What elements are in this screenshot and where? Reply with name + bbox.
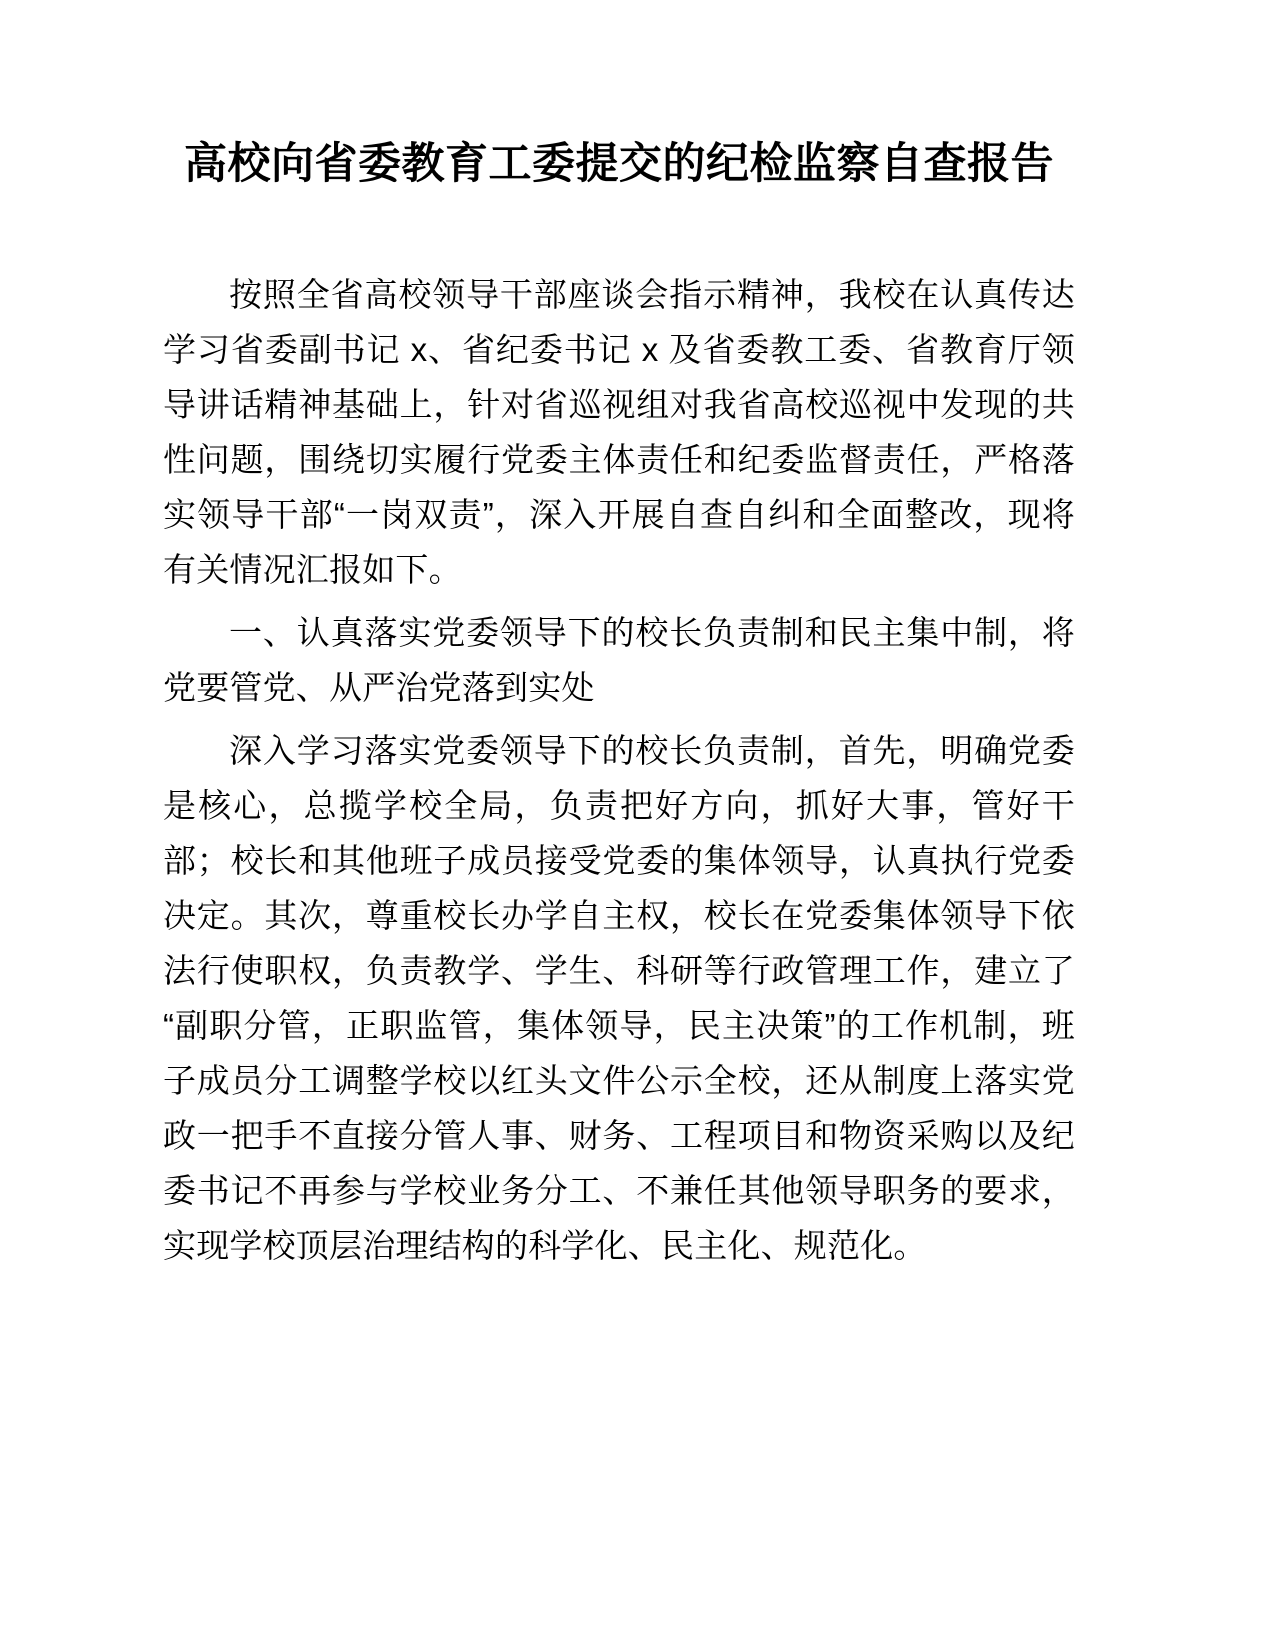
document-body — [163, 267, 1075, 1273]
paragraph-section-one-body: 深入学习落实党委领导下的校长负责制，首先，明确党委是核心，总揽学校全局，负责把好方向，抓好大事，管好干部；校长和其他班子成员接受党委的集体领导，认真执行党委决定。其次，尊重校长办学自主权，校长在党委集体领导下依法行使职权，负责教学、学生、科研等行政管理工作，建立了“副职分管，正职监管，集体领导，民主决策”的工作机制，班子成员分工调整学校以红头文件公示全校，还从制度上落实党政一把手不直接分管人事、财务、工程项目和物资采购以及纪委书记不再参与学校业务分工、不兼任其他领导职务的要求，实现学校顶层治理结构的科学化、民主化、规范化。 — [163, 731, 1075, 1264]
paragraph-intro: 按照全省高校领导干部座谈会指示精神，我校在认真传达学习省委副书记 x、省纪委书记 x 及省委教工委、省教育厅领导讲话精神基础上，针对省巡视组对我省高校巡视中发现的共性问题，围绕切实履行党委主体责任和纪委监督责任，严格落实领导干部“一岗双责”，深入开展自查自纠和全面整改，现将有关情况汇报如下。 — [163, 275, 1075, 588]
document-content — [163, 0, 1075, 1281]
page-title: 高校向省委教育工委提交的纪检监察自查报告 — [184, 140, 1054, 188]
section-heading-one: 一、认真落实党委领导下的校长负责制和民主集中制，将党要管党、从严治党落到实处 — [163, 613, 1075, 706]
